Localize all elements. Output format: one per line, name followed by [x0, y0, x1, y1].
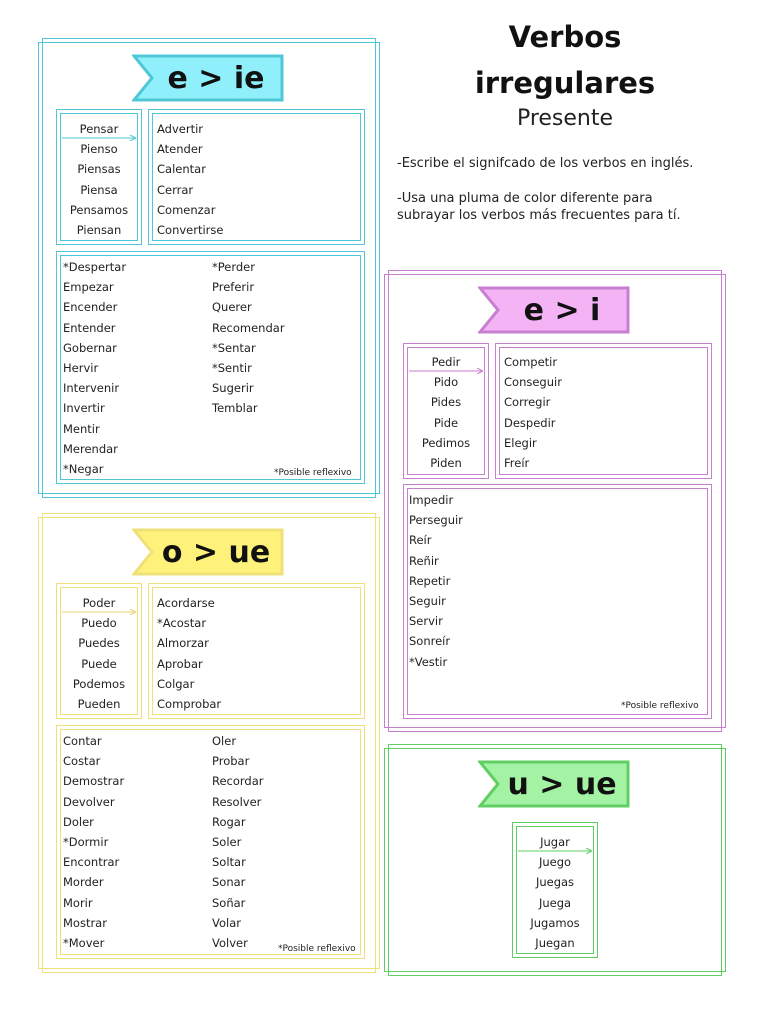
- list-item: Almorzar: [157, 636, 209, 651]
- banner-label: o > ue: [161, 534, 271, 570]
- reflexive-note: *Posible reflexivo: [621, 701, 699, 711]
- list-item: Colgar: [157, 676, 195, 691]
- instruction-1: -Escribe el signifcado de los verbos en inglés.: [397, 156, 694, 171]
- instruction-2-line-2: subrayar los verbos más frecuentes para tí.: [397, 208, 681, 223]
- list-item: Aprobar: [157, 656, 203, 671]
- list-item: *Negar: [63, 462, 104, 477]
- reflexive-note: *Posible reflexivo: [274, 468, 352, 478]
- conj-ellos: Piensan: [76, 223, 122, 238]
- conj-infinitive: Pedir: [431, 355, 461, 369]
- conj-ellos: Pueden: [77, 697, 121, 712]
- list-item: Encender: [63, 300, 118, 315]
- list-item: *Mover: [63, 936, 105, 951]
- conj-nosotros: Pedimos: [421, 435, 471, 450]
- list-item: Morir: [63, 895, 93, 910]
- conj-el: Juega: [538, 895, 572, 910]
- list-item: Preferir: [212, 280, 255, 295]
- list-item: Resolver: [212, 794, 262, 809]
- list-item: Calentar: [157, 162, 206, 177]
- list-item: Sonar: [212, 875, 246, 890]
- conj-yo: Juego: [538, 855, 572, 870]
- list-item: Elegir: [504, 435, 537, 450]
- list-item: Intervenir: [63, 381, 120, 396]
- list-item: Demostrar: [63, 774, 125, 789]
- conj-tu: Puedes: [78, 636, 120, 651]
- list-item: Soltar: [212, 855, 246, 870]
- list-item: Comenzar: [157, 202, 216, 217]
- reflexive-note: *Posible reflexivo: [278, 944, 356, 954]
- conj-yo: Pienso: [80, 142, 118, 157]
- conj-ellos: Juegan: [535, 936, 575, 951]
- list-item: Volar: [212, 915, 241, 930]
- conj-nosotros: Pensamos: [69, 202, 129, 217]
- conj-el: Piensa: [80, 182, 118, 197]
- list-item: Devolver: [63, 794, 115, 809]
- list-item: Gobernar: [63, 340, 117, 355]
- list-item: Atender: [157, 142, 203, 157]
- list-item: Contar: [63, 734, 102, 748]
- conj-tu: Pides: [430, 395, 462, 410]
- list-item: *Vestir: [409, 654, 448, 669]
- list-item: *Sentar: [212, 340, 256, 355]
- list-item: Sonreír: [409, 634, 451, 649]
- banner-label: e > ie: [167, 60, 265, 96]
- list-item: Empezar: [63, 280, 114, 295]
- list-item: Cerrar: [157, 182, 194, 197]
- list-item: Convertirse: [157, 223, 224, 238]
- title-line-2: irregulares: [474, 66, 656, 100]
- list-item: Morder: [63, 875, 104, 890]
- list-item: Conseguir: [504, 375, 562, 390]
- list-item: Sugerir: [212, 381, 254, 396]
- verb-list-col2-e-ie: [212, 257, 285, 419]
- list-item: Acordarse: [157, 596, 215, 610]
- conj-el: Pide: [433, 415, 459, 430]
- conj-infinitive: Pensar: [79, 122, 119, 136]
- list-item: Invertir: [63, 401, 105, 416]
- conj-yo: Pido: [433, 375, 459, 390]
- list-item: Reñir: [409, 553, 439, 568]
- list-item: Advertir: [157, 122, 204, 136]
- page-subtitle: Presente: [516, 106, 614, 131]
- verb-list-col1-o-ue: [63, 731, 124, 953]
- conj-ellos: Piden: [430, 456, 462, 471]
- list-item: Reír: [409, 533, 432, 548]
- list-item: Doler: [63, 814, 94, 829]
- verb-list-col1-e-ie: [63, 257, 126, 479]
- list-item: Corregir: [504, 395, 551, 410]
- arrow-divider-icon: [518, 848, 592, 854]
- arrow-divider-icon: [409, 368, 483, 374]
- conj-tu: Juegas: [535, 875, 575, 890]
- list-item: Mentir: [63, 421, 100, 436]
- conj-infinitive: Poder: [82, 596, 116, 610]
- page-title: [470, 14, 660, 106]
- instruction-2-line-1: -Usa una pluma de color diferente para: [397, 191, 653, 206]
- list-item: Merendar: [63, 441, 118, 456]
- list-item: *Perder: [212, 260, 255, 274]
- list-item: Probar: [212, 754, 250, 769]
- verb-list-col2-o-ue: [212, 731, 264, 953]
- banner-u-ue: [478, 759, 632, 809]
- list-item: *Sentir: [212, 361, 252, 376]
- title-line-1: Verbos: [508, 20, 622, 54]
- list-item: Costar: [63, 754, 101, 769]
- list-item: Recordar: [212, 774, 264, 789]
- list-item: Temblar: [212, 401, 258, 416]
- conj-el: Puede: [81, 656, 117, 671]
- list-item: Freír: [504, 456, 530, 471]
- verb-list-top-e-i: [504, 352, 562, 473]
- list-item: Comprobar: [157, 697, 222, 712]
- list-item: Competir: [504, 355, 558, 369]
- conj-infinitive: Jugar: [540, 835, 570, 849]
- arrow-divider-icon: [62, 609, 136, 615]
- banner-e-i: [478, 285, 632, 335]
- list-item: Soñar: [212, 895, 246, 910]
- conj-tu: Piensas: [77, 162, 121, 177]
- list-item: Servir: [409, 614, 443, 629]
- conj-nosotros: Jugamos: [530, 915, 580, 930]
- conj-yo: Puedo: [81, 616, 117, 631]
- list-item: Repetir: [409, 573, 451, 588]
- list-item: Querer: [212, 300, 252, 315]
- arrow-divider-icon: [62, 135, 136, 141]
- list-item: *Acostar: [157, 616, 207, 631]
- list-item: Volver: [212, 936, 248, 951]
- banner-label: e > i: [523, 292, 601, 328]
- verb-list-top-e-ie: [157, 119, 223, 240]
- conj-nosotros: Podemos: [72, 676, 126, 691]
- list-item: Encontrar: [63, 855, 120, 870]
- list-item: Impedir: [409, 493, 454, 507]
- list-item: Mostrar: [63, 915, 107, 930]
- list-item: Despedir: [504, 415, 556, 430]
- list-item: Perseguir: [409, 513, 463, 528]
- banner-label: u > ue: [507, 766, 617, 802]
- list-item: Soler: [212, 835, 242, 850]
- list-item: Rogar: [212, 814, 246, 829]
- list-item: Seguir: [409, 594, 446, 609]
- list-item: Recomendar: [212, 320, 285, 335]
- verb-list-top-o-ue: [157, 593, 221, 714]
- list-item: Hervir: [63, 361, 99, 376]
- list-item: Entender: [63, 320, 116, 335]
- verb-list-e-i: [409, 490, 463, 672]
- banner-e-ie: [132, 53, 286, 103]
- list-item: Oler: [212, 734, 237, 748]
- list-item: *Dormir: [63, 835, 109, 850]
- banner-o-ue: [132, 527, 286, 577]
- list-item: *Despertar: [63, 260, 127, 274]
